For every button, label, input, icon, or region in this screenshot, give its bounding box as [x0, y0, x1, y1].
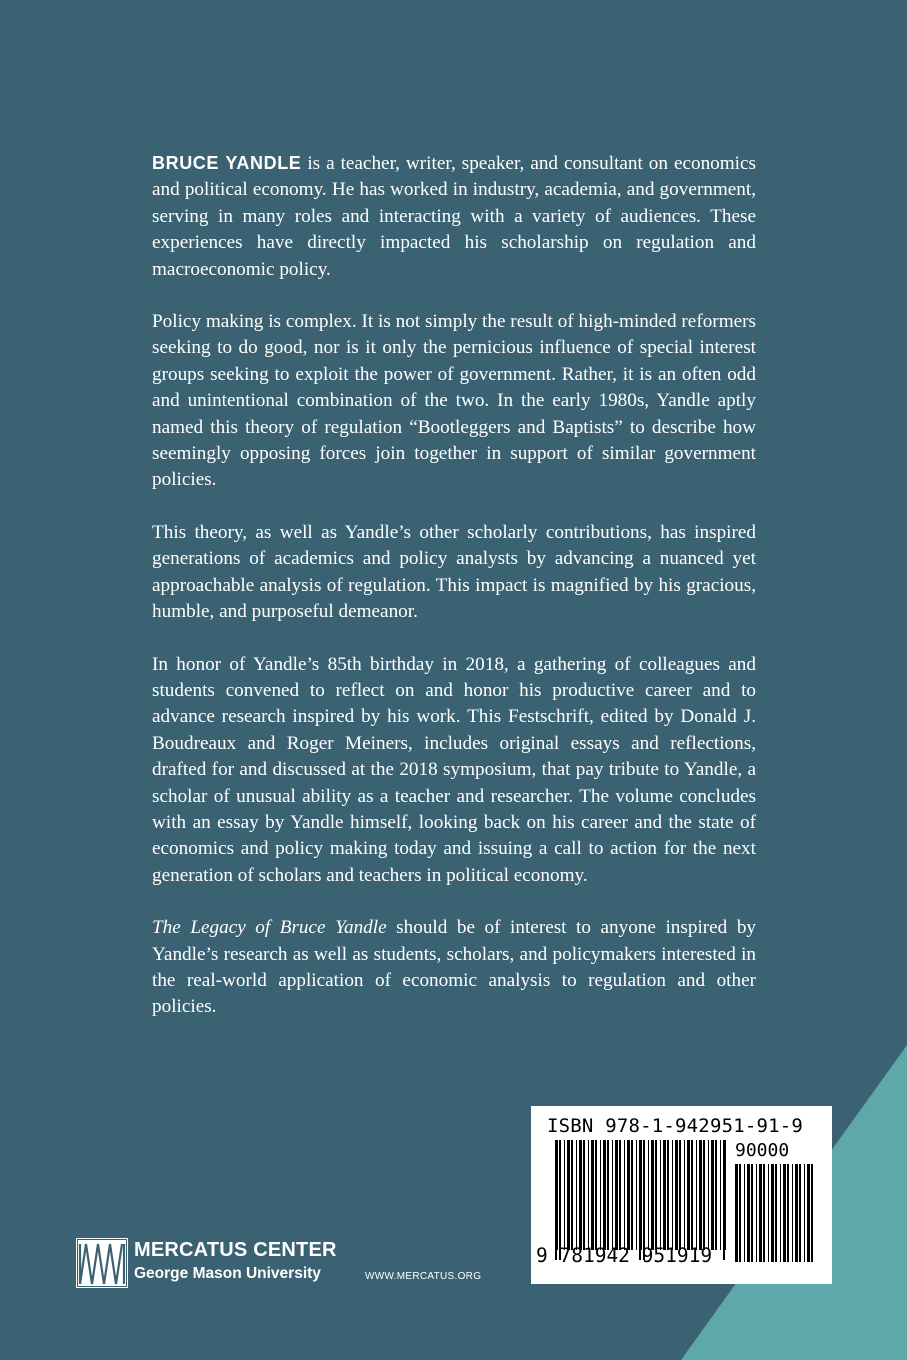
barcode-bar [715, 1140, 717, 1250]
publisher-logo [76, 1238, 336, 1288]
barcode-bar [708, 1140, 709, 1250]
barcode-bar [624, 1140, 625, 1250]
bio-paragraph [152, 150, 756, 283]
barcode-bar [660, 1140, 661, 1250]
barcode-bar [571, 1140, 573, 1250]
paragraph-theory: Policy making is complex. It is not simply the result of high-minded reformers seeking to do good, nor is it only the pernicious influence of special interest groups seeking to exploit the power of government. Rather, it is an often odd and unintentional combination of the two. In the early 1980s, Yandle aptly named this theory of regulation “Bootleggers and Baptists” to describe how seemingly opposing forces join together in support of similar government policies. [152, 311, 756, 491]
barcode-bar [735, 1164, 738, 1262]
barcode-guard-bar [723, 1140, 725, 1260]
barcode-bar [615, 1140, 618, 1250]
barcode-bar [696, 1140, 697, 1250]
barcode-bar [588, 1140, 589, 1250]
barcode-bar [751, 1164, 753, 1262]
barcode-bar [595, 1140, 597, 1250]
barcode-bar [763, 1164, 765, 1262]
barcode-bar [687, 1140, 690, 1250]
closing-text: should be of interest to anyone inspired by Yandle’s research as well as students, scholars, and policymakers interested in the real-world application of economic analysis to regulation and other policies. [152, 917, 757, 1018]
barcode-bar [744, 1164, 745, 1262]
publisher-name: MERCATUS CENTER [134, 1239, 337, 1261]
barcode-bar [775, 1164, 777, 1262]
barcode-bar [747, 1164, 750, 1262]
barcode-box [531, 1106, 832, 1284]
barcode-bar [651, 1140, 654, 1250]
barcode-bar [691, 1140, 693, 1250]
barcode-bar [768, 1164, 769, 1262]
paragraph-contributions: This theory, as well as Yandle’s other scholarly contributions, has inspired generations of academics and policy analysts by advancing a nuanced yet approachable analysis of regulation. This impact is magnified by his gracious, humble, and purposeful demeanor. [152, 521, 756, 623]
barcode-bar [567, 1140, 570, 1250]
barcode-bar [667, 1140, 669, 1250]
barcode-guard-bar [555, 1140, 557, 1260]
price-code: 90000 [735, 1140, 790, 1161]
barcode-bar [564, 1140, 565, 1250]
barcode-bar [787, 1164, 789, 1262]
barcode-bar [619, 1140, 621, 1250]
barcode-bar [663, 1140, 666, 1250]
paragraph-closing [152, 915, 756, 1021]
barcode-bar [684, 1140, 685, 1250]
barcode-bar [583, 1140, 585, 1250]
barcode-bar [811, 1164, 813, 1262]
barcode-bar [759, 1164, 762, 1262]
barcode-bar [612, 1140, 613, 1250]
barcode-bar [627, 1140, 630, 1250]
barcode-bar [631, 1140, 633, 1250]
barcode-bar [591, 1140, 594, 1250]
barcode-bar [756, 1164, 757, 1262]
barcode-guard-bar [643, 1140, 645, 1260]
barcode-bar [771, 1164, 774, 1262]
barcode-bar [783, 1164, 786, 1262]
barcode-bar [576, 1140, 577, 1250]
barcode-bar [711, 1140, 714, 1250]
barcode-bar [780, 1164, 781, 1262]
barcode-bar [792, 1164, 793, 1262]
ean-digits: 9 781942 951919 [536, 1244, 713, 1267]
barcode-bar [703, 1140, 705, 1250]
bio-text: is a teacher, writer, speaker, and consultant on economics and political economy. He has worked in industry, academia, and government, serving in many roles and interacting with a variety of audiences. These experiences have directly impacted his scholarship on regulation and macroeconomic policy. [152, 153, 756, 280]
barcode-bar [603, 1140, 606, 1250]
barcode-bar [799, 1164, 801, 1262]
barcode-bar [795, 1164, 798, 1262]
barcode-bar [672, 1140, 673, 1250]
barcode-bar [636, 1140, 637, 1250]
barcode-bar [648, 1140, 649, 1250]
barcode-guard-bar [559, 1140, 561, 1260]
barcode-guard-bar [639, 1140, 641, 1260]
paragraph-festschrift: In honor of Yandle’s 85th birthday in 2018, a gathering of colleagues and students convened to reflect on and honor his productive career and to advance research inspired by his work. This Festschrift, edited by Donald J. Boudreaux and Roger Meiners, includes original essays and reflections, drafted for and discussed at the 2018 symposium, that pay tribute to Yandle, a scholar of unusual ability as a teacher and researcher. The volume concludes with an essay by Yandle himself, looking back on his career and the state of economics and policy making today and issuing a call to action for the next generation of scholars and teachers in political economy. [152, 653, 756, 886]
book-title: The Legacy of Bruce Yandle [152, 917, 387, 939]
description-text [152, 150, 756, 1047]
isbn-text: ISBN 978-1-942951-91-9 [547, 1115, 804, 1137]
barcode-bar [607, 1140, 609, 1250]
barcode-bar [679, 1140, 681, 1250]
barcode-bar [675, 1140, 678, 1250]
barcode-bar [720, 1140, 721, 1250]
barcode-bar [804, 1164, 805, 1262]
author-name: BRUCE YANDLE [152, 153, 302, 173]
barcode-bar [699, 1140, 702, 1250]
barcode-bar [807, 1164, 810, 1262]
publisher-university: George Mason University [134, 1265, 321, 1282]
barcode-bar [655, 1140, 657, 1250]
barcode-bar [600, 1140, 601, 1250]
barcode-bar [579, 1140, 582, 1250]
mercatus-logo-icon [76, 1238, 128, 1288]
publisher-url[interactable]: WWW.MERCATUS.ORG [365, 1271, 482, 1282]
barcode-bar [739, 1164, 741, 1262]
